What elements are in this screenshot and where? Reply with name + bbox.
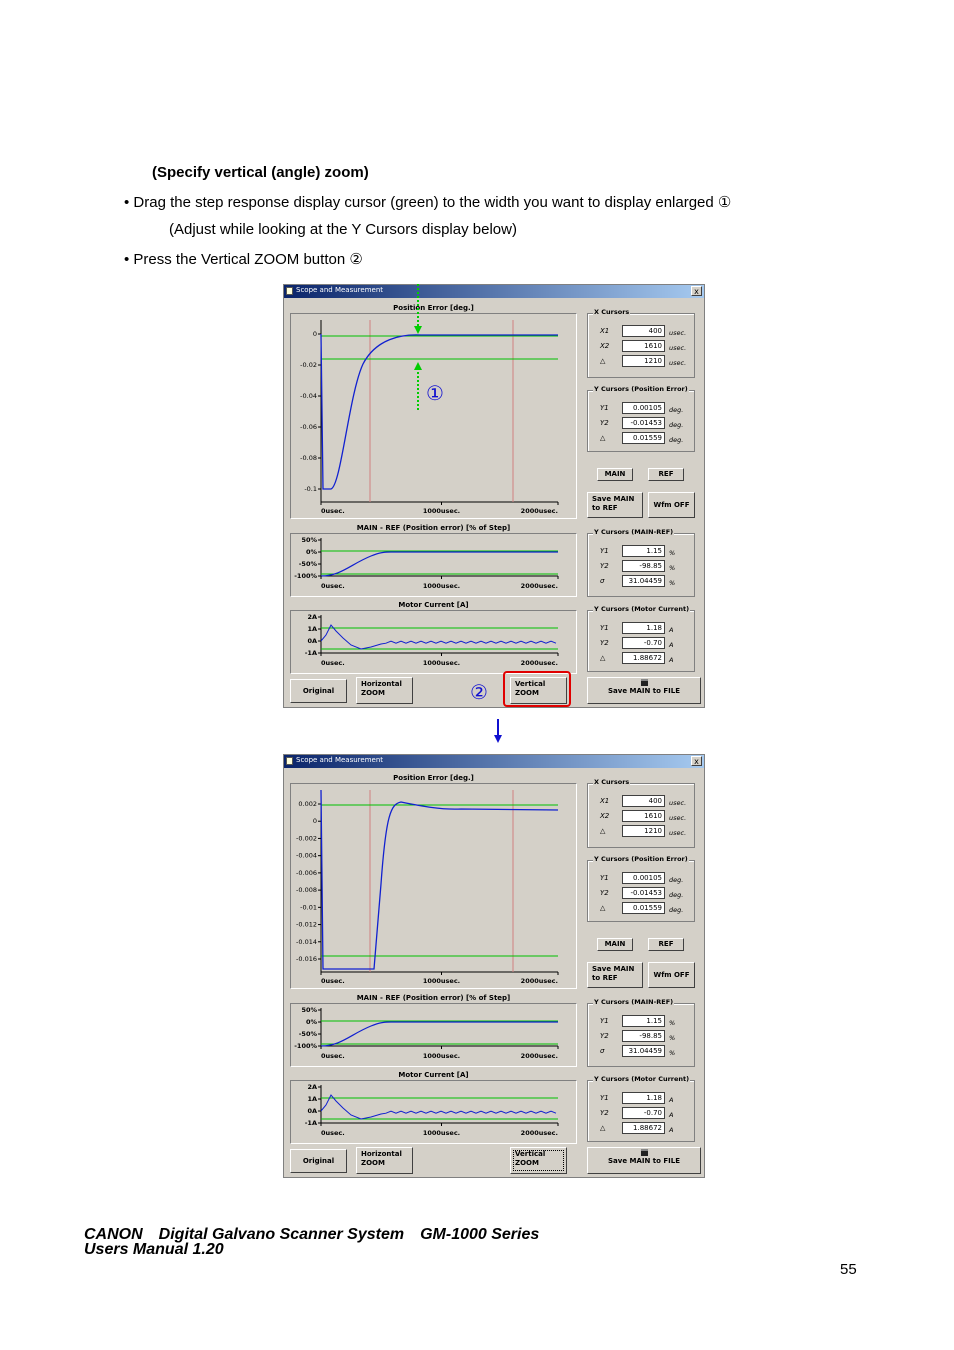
x-tick-label: 0usec.: [321, 1129, 345, 1137]
y-cursors-motor-legend: Y Cursors (Motor Current): [594, 605, 690, 613]
ref-button[interactable]: REF: [648, 938, 684, 951]
position-plot-title: Position Error [deg.]: [393, 774, 474, 782]
footer-line-1: CANON Digital Galvano Scanner System GM-1000 Series: [84, 1226, 540, 1243]
y-cursors-main-ref-legend: Y Cursors (MAIN-REF): [594, 528, 674, 536]
y-tick-label: -100%: [294, 1042, 317, 1050]
cursor-value-field[interactable]: -0.01453: [622, 887, 665, 899]
original-button[interactable]: Original: [290, 1149, 347, 1173]
main-ref-plot-title: MAIN - REF (Position error) [% of Step]: [356, 524, 511, 532]
cursor-unit: usec.: [669, 814, 687, 822]
motor-plot-title: Motor Current [A]: [398, 1071, 469, 1079]
y-tick-label: -0.004: [296, 851, 317, 860]
y-tick-label: 0: [312, 817, 317, 826]
x-tick-label: 0usec.: [321, 507, 345, 515]
y-tick-label: -0.016: [296, 955, 317, 963]
cursor-unit: %: [669, 549, 676, 557]
cursor-unit: usec.: [669, 829, 687, 837]
x-tick-label: 2000usec.: [520, 1129, 558, 1137]
y-tick-label: -50%: [298, 560, 317, 568]
cursor-unit: deg.: [669, 891, 684, 899]
y-tick-label: 2A: [307, 613, 317, 621]
cursor-value-field[interactable]: -0.70: [622, 1107, 665, 1119]
cursor-label: Y1: [600, 1094, 609, 1102]
y-tick-label: 0: [312, 330, 317, 338]
page-number: 55: [840, 1261, 857, 1278]
cursor-unit: usec.: [669, 329, 687, 337]
cursor-unit: usec.: [669, 359, 687, 367]
y-tick-label: 0%: [305, 1018, 317, 1026]
cursor-value-field[interactable]: -0.70: [622, 637, 665, 649]
position-plot-title: Position Error [deg.]: [393, 304, 474, 312]
save-main-to-ref-line2: to REF: [592, 504, 618, 512]
x-cursors-legend: X Cursors: [594, 308, 630, 316]
save-main-to-ref-line1: Save MAIN: [592, 965, 635, 973]
cursor-label: Y1: [600, 1017, 609, 1025]
annotation-marker-1: ①: [426, 381, 444, 405]
motor-plot-title: Motor Current [A]: [398, 601, 469, 609]
cursor-unit: usec.: [669, 344, 687, 352]
x-tick-label: 0usec.: [321, 1052, 345, 1060]
y-cursors-position-legend: Y Cursors (Position Error): [594, 385, 688, 393]
cursor-label: △: [600, 904, 606, 912]
down-arrow-head: [494, 735, 502, 743]
vertical-zoom-line2: ZOOM: [515, 1159, 539, 1167]
cursor-unit: A: [669, 626, 674, 634]
cursor-label: X1: [600, 797, 610, 805]
vertical-zoom-line1: Vertical: [515, 1150, 546, 1158]
original-button[interactable]: Original: [290, 679, 347, 703]
y-tick-label: -0.012: [296, 920, 317, 929]
y-cursors-motor-legend: Y Cursors (Motor Current): [594, 1075, 690, 1083]
cursor-value-field[interactable]: 1.88672: [622, 652, 665, 664]
y-tick-label: 50%: [301, 1006, 317, 1014]
cursor-label: Y2: [600, 1032, 609, 1040]
y-tick-label: 0.002: [298, 800, 317, 808]
cursor-value-field[interactable]: 31.04459: [622, 1045, 665, 1057]
x-tick-label: 1000usec.: [422, 1129, 461, 1137]
y-tick-label: 0%: [305, 548, 317, 556]
y-tick-label: 1A: [307, 625, 317, 633]
cursor-unit: %: [669, 1049, 676, 1057]
horizontal-zoom-line2: ZOOM: [361, 1159, 385, 1167]
y-tick-label: -0.01: [300, 903, 317, 912]
cursor-unit: deg.: [669, 436, 684, 444]
close-icon[interactable]: x: [691, 286, 702, 296]
cursor-value-field[interactable]: 0.01559: [622, 432, 665, 444]
window-title: Scope and Measurement: [296, 286, 384, 294]
cursor-label: Y2: [600, 562, 609, 570]
cursor-label: σ: [600, 1047, 605, 1055]
main-button[interactable]: MAIN: [597, 938, 633, 951]
y-tick-label: -0.02: [300, 361, 317, 369]
x-tick-label: 0usec.: [321, 582, 345, 590]
x-tick-label: 1000usec.: [422, 582, 461, 590]
cursor-label: X1: [600, 327, 610, 335]
cursor-label: △: [600, 654, 606, 662]
cursor-value-field[interactable]: 1210: [622, 355, 665, 367]
x-tick-label: 1000usec.: [422, 977, 461, 985]
cursor-unit: deg.: [669, 421, 684, 429]
save-main-to-ref-line2: to REF: [592, 974, 618, 982]
cursor-unit: deg.: [669, 876, 684, 884]
x-cursors-legend: X Cursors: [594, 778, 630, 786]
ref-button[interactable]: REF: [648, 468, 684, 481]
cursor-unit: deg.: [669, 406, 684, 414]
y-tick-label: -50%: [298, 1030, 317, 1038]
cursor-value-field[interactable]: 400: [622, 795, 665, 807]
y-tick-label: -0.006: [296, 868, 317, 877]
x-tick-label: 1000usec.: [422, 507, 461, 515]
wfm-off-button[interactable]: Wfm OFF: [648, 492, 695, 518]
cursor-label: Y2: [600, 1109, 609, 1117]
y-tick-label: 50%: [301, 536, 317, 544]
footer-line-2: Users Manual 1.20: [84, 1241, 224, 1258]
y-tick-label: -1A: [304, 1119, 317, 1127]
cursor-value-field[interactable]: -0.01453: [622, 417, 665, 429]
cursor-unit: A: [669, 641, 674, 649]
cursor-value-field[interactable]: 1610: [622, 810, 665, 822]
cursor-label: △: [600, 1124, 606, 1132]
horizontal-zoom-line2: ZOOM: [361, 689, 385, 697]
x-tick-label: 2000usec.: [520, 659, 558, 667]
cursor-value-field[interactable]: 1.15: [622, 545, 665, 557]
cursor-label: X2: [600, 812, 610, 820]
cursor-label: Y1: [600, 404, 609, 412]
cursor-unit: %: [669, 564, 676, 572]
x-tick-label: 1000usec.: [422, 659, 461, 667]
cursor-unit: A: [669, 1111, 674, 1119]
y-tick-label: -100%: [294, 572, 317, 580]
y-cursors-main-ref-legend: Y Cursors (MAIN-REF): [594, 998, 674, 1006]
annotation-marker-2: ②: [470, 680, 488, 704]
instruction-bullet-1-sub: (Adjust while looking at the Y Cursors display below): [169, 221, 517, 238]
y-cursors-position-legend: Y Cursors (Position Error): [594, 855, 688, 863]
cursor-unit: usec.: [669, 799, 687, 807]
cursor-label: Y2: [600, 419, 609, 427]
save-main-to-file-label: Save MAIN to FILE: [607, 1157, 681, 1165]
horizontal-zoom-line1: Horizontal: [361, 1150, 402, 1158]
instruction-bullet-1: • Drag the step response display cursor (green) to the width you want to display enlarged ①: [124, 194, 732, 211]
cursor-value-field[interactable]: 1.15: [622, 1015, 665, 1027]
y-tick-label: -0.002: [296, 834, 317, 843]
cursor-value-field[interactable]: -98.85: [622, 1030, 665, 1042]
vertical-zoom-line1: Vertical: [515, 680, 546, 688]
drag-arrow-bottom-head: [414, 362, 422, 370]
cursor-value-field[interactable]: 1.18: [622, 622, 665, 634]
x-tick-label: 2000usec.: [520, 977, 558, 985]
cursor-value-field[interactable]: 1.18: [622, 1092, 665, 1104]
cursor-value-field[interactable]: 1610: [622, 340, 665, 352]
cursor-value-field[interactable]: 0.00105: [622, 402, 665, 414]
cursor-value-field[interactable]: 1.88672: [622, 1122, 665, 1134]
vertical-zoom-line2: ZOOM: [515, 689, 539, 697]
cursor-label: Y1: [600, 624, 609, 632]
x-tick-label: 2000usec.: [520, 1052, 558, 1060]
close-icon[interactable]: x: [691, 756, 702, 766]
cursor-label: Y2: [600, 889, 609, 897]
cursor-unit: A: [669, 1096, 674, 1104]
cursor-unit: deg.: [669, 906, 684, 914]
cursor-label: △: [600, 827, 606, 835]
window-title: Scope and Measurement: [296, 756, 384, 764]
cursor-unit: A: [669, 1126, 674, 1134]
cursor-unit: %: [669, 1034, 676, 1042]
instruction-bullet-2: • Press the Vertical ZOOM button ②: [124, 251, 363, 268]
cursor-label: △: [600, 357, 606, 365]
save-main-to-ref-line1: Save MAIN: [592, 495, 635, 503]
cursor-label: Y1: [600, 547, 609, 555]
main-button[interactable]: MAIN: [597, 468, 633, 481]
wfm-off-button[interactable]: Wfm OFF: [648, 962, 695, 988]
cursor-unit: A: [669, 656, 674, 664]
cursor-value-field[interactable]: 0.00105: [622, 872, 665, 884]
y-tick-label: 0A: [307, 1107, 317, 1115]
section-heading: (Specify vertical (angle) zoom): [152, 164, 369, 181]
x-tick-label: 2000usec.: [520, 507, 558, 515]
y-tick-label: -0.014: [296, 937, 317, 946]
y-tick-label: -0.06: [300, 423, 317, 431]
y-tick-label: -0.1: [304, 485, 317, 493]
main-ref-plot-title: MAIN - REF (Position error) [% of Step]: [356, 994, 511, 1002]
cursor-value-field[interactable]: 0.01559: [622, 902, 665, 914]
x-tick-label: 2000usec.: [520, 582, 558, 590]
x-tick-label: 0usec.: [321, 659, 345, 667]
y-tick-label: -0.04: [300, 392, 317, 400]
cursor-value-field[interactable]: -98.85: [622, 560, 665, 572]
cursor-value-field[interactable]: 1210: [622, 825, 665, 837]
save-main-to-file-label: Save MAIN to FILE: [607, 687, 681, 695]
cursor-value-field[interactable]: 31.04459: [622, 575, 665, 587]
y-tick-label: -0.08: [300, 454, 317, 462]
cursor-label: σ: [600, 577, 605, 585]
cursor-label: X2: [600, 342, 610, 350]
y-tick-label: 2A: [307, 1083, 317, 1091]
horizontal-zoom-line1: Horizontal: [361, 680, 402, 688]
cursor-label: Y1: [600, 874, 609, 882]
y-tick-label: -0.008: [296, 886, 317, 895]
cursor-value-field[interactable]: 400: [622, 325, 665, 337]
cursor-label: Y2: [600, 639, 609, 647]
x-tick-label: 0usec.: [321, 977, 345, 985]
y-tick-label: 0A: [307, 637, 317, 645]
cursor-label: △: [600, 434, 606, 442]
x-tick-label: 1000usec.: [422, 1052, 461, 1060]
y-tick-label: -1A: [304, 649, 317, 657]
cursor-unit: %: [669, 1019, 676, 1027]
cursor-unit: %: [669, 579, 676, 587]
drag-arrow-top-head: [414, 326, 422, 334]
y-tick-label: 1A: [307, 1095, 317, 1103]
